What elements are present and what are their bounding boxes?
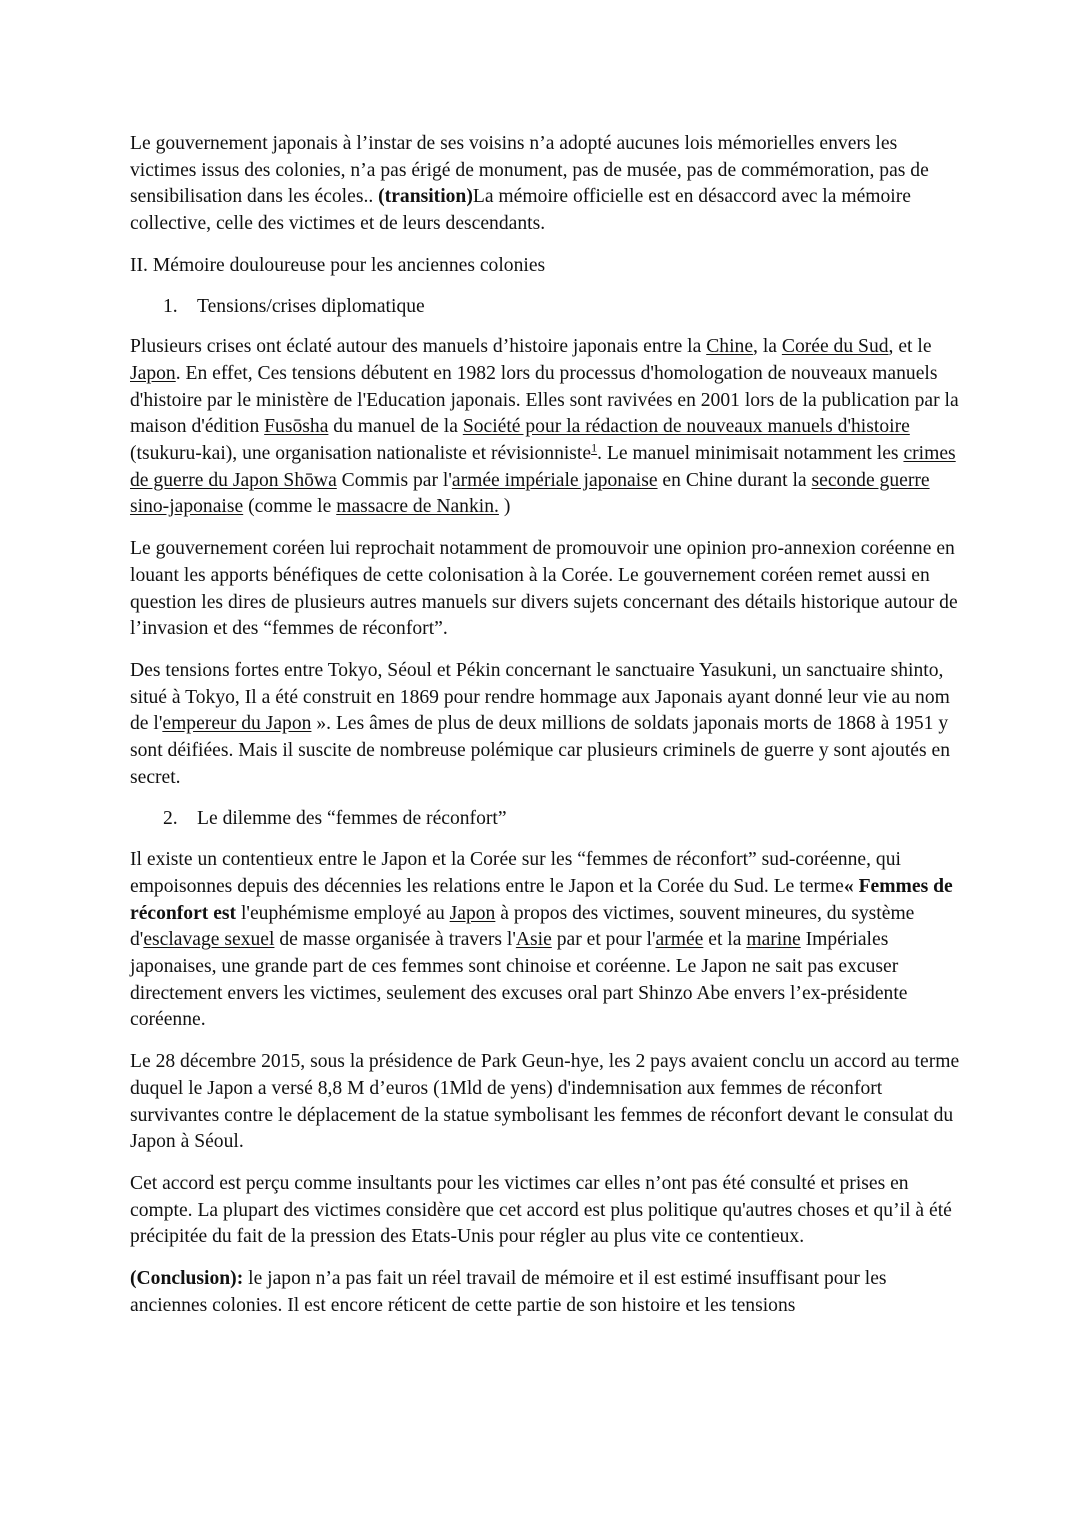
text: à propos des victimes, souvent mineures, du système d' — [130, 902, 915, 951]
text: Impériales japonaises, une grande part de ces femmes sont chinoise et coréenne. Le Japon ne sait pas excuser directement envers les victimes, seulement des excuses oral part Shinzo Abe envers l’ex-présidente coréenne. — [130, 929, 908, 1031]
bold-term: « Femmes de réconfort est — [130, 875, 953, 924]
text: et la — [703, 929, 747, 951]
text: par et pour l' — [551, 929, 656, 951]
link-marine[interactable]: marine — [746, 929, 801, 951]
text: (comme le — [243, 496, 337, 518]
text: en Chine durant la — [657, 469, 812, 491]
paragraph-comfort-women — [130, 847, 960, 1034]
text: de masse organisée à travers l' — [274, 929, 516, 951]
link-coree-du-sud[interactable]: Corée du Sud — [781, 336, 889, 358]
link-asie[interactable]: Asie — [515, 929, 552, 951]
paragraph-yasukuni — [130, 658, 960, 792]
link-japon[interactable]: Japon — [449, 902, 496, 924]
link-fusosha[interactable]: Fusōsha — [264, 416, 329, 438]
text: Il existe un contentieux entre le Japon et la Corée sur les “femmes de réconfort” sud-coréenne, qui empoisonnes depuis des décennies les relations entre le Japon et la Corée du Sud. Le terme — [130, 849, 901, 897]
text: (tsukuru-kai), une organisation nationaliste et révisionniste — [130, 443, 592, 465]
list-number: 2. — [163, 808, 178, 830]
subsection-heading-1 — [130, 294, 960, 321]
text: ». Les âmes de plus de deux millions de soldats japonais morts de 1868 à 1951 y sont déifiées. Mais il suscite de nombreuse polémique car plusieurs criminels de guerre y sont ajoutés en secret. — [130, 713, 951, 788]
footnote-link[interactable]: 1 — [591, 440, 598, 455]
link-esclavage-sexuel[interactable]: esclavage sexuel — [143, 929, 275, 951]
conclusion-label: (Conclusion): — [130, 1268, 244, 1290]
text: , la — [753, 336, 782, 358]
intro-text-continued: La mémoire officielle est en désaccord avec la mémoire collective, celle des victimes et de leurs descendants. — [130, 186, 911, 235]
paragraph-korean-government: Le gouvernement coréen lui reprochait notamment de promouvoir une opinion pro-annexion coréenne en louant les apports bénéfiques de cette colonisation à la Corée. Le gouvernement coréen remet aussi en question les dires de plusieurs autres manuels sur divers sujets concernant des détails historique autour de l’invasion et des “femmes de réconfort”. — [130, 538, 958, 640]
link-crimes-de-guerre[interactable]: crimes de guerre du Japon Shōwa — [130, 443, 956, 491]
paragraph-textbook-crises — [130, 334, 960, 521]
text: ) — [498, 496, 511, 518]
link-massacre-nankin[interactable]: massacre de Nankin. — [336, 496, 499, 518]
link-armee-imperiale[interactable]: armée impériale japonaise — [451, 469, 658, 491]
text: l'euphémisme employé au — [236, 902, 450, 924]
text: Commis par l' — [336, 469, 452, 491]
conclusion-text: le japon n’a pas fait un réel travail de mémoire et il est estimé insuffisant pour les anciennes colonies. Il est encore réticent de cette partie de son histoire et les tensions — [130, 1268, 887, 1316]
link-japon[interactable]: Japon — [130, 362, 176, 384]
paragraph-agreement-perception: Cet accord est perçu comme insultants pour les victimes car elles n’ont pas été consulté et prises en compte. La plupart des victimes considère que cet accord est plus politique qu'autres choses et qu’il à été précipitée du fait de la pression des Etats-Unis pour régler au plus vite ce contentieux. — [130, 1172, 952, 1248]
paragraph-2015-agreement: Le 28 décembre 2015, sous la présidence de Park Geun-hye, les 2 pays avaient conclu un accord au terme duquel le Japon a versé 8,8 M d’euros (1Mld de yens) d'indemnisation aux femmes de réconfort survivantes contre le déplacement de la statue symbolisant les femmes de réconfort devant le consulat du Japon à Séoul. — [130, 1051, 960, 1153]
list-number: 1. — [163, 295, 178, 317]
text: Plusieurs crises ont éclaté autour des manuels d’histoire japonais entre la — [130, 336, 707, 358]
text: . Le manuel minimisait notamment les — [597, 443, 904, 465]
link-chine[interactable]: Chine — [706, 336, 754, 358]
link-societe-manuels[interactable]: Société pour la rédaction de nouveaux manuels d'histoire — [462, 416, 910, 438]
document-body — [130, 131, 960, 1334]
text: , et le — [888, 336, 932, 358]
transition-label: (transition) — [378, 186, 473, 208]
section-heading: II. Mémoire douloureuse pour les anciennes colonies — [130, 254, 546, 276]
paragraph-conclusion — [130, 1266, 960, 1319]
text: . En effet, Ces tensions débutent en 1982 lors du processus d'homologation de nouveaux manuels d'histoire par le ministère de l'Education japonais. Elles sont ravivées en 2001 lors de la publication par la maison d'édition — [130, 362, 959, 438]
intro-text: Le gouvernement japonais à l’instar de ses voisins n’a adopté aucunes lois mémorielles envers les victimes issus des colonies, n’a pas érigé de monument, pas de musée, pas de commémoration, pas de sensibilisation dans les écoles.. — [130, 133, 929, 208]
link-armee[interactable]: armée — [655, 929, 704, 951]
subsection-title: Le dilemme des “femmes de réconfort” — [197, 808, 507, 830]
subsection-title: Tensions/crises diplomatique — [197, 295, 425, 317]
text: du manuel de la — [328, 416, 463, 438]
subsection-heading-2 — [130, 806, 960, 833]
link-empereur-du-japon[interactable]: empereur du Japon — [162, 713, 312, 735]
text: Des tensions fortes entre Tokyo, Séoul et Pékin concernant le sanctuaire Yasukuni, un sanctuaire shinto, situé à Tokyo, Il a été construit en 1869 pour rendre hommage aux Japonais ayant donné leur vie au nom de l' — [130, 659, 950, 735]
link-guerre-sino-japonaise[interactable]: seconde guerre sino-japonaise — [130, 469, 930, 518]
intro-paragraph — [130, 131, 960, 238]
